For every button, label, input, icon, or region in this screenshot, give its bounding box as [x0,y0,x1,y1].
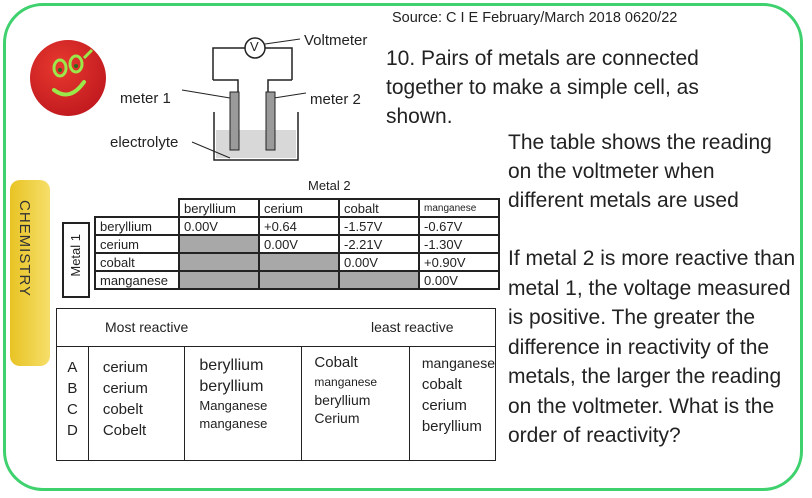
table-cell: 0.00V [339,253,419,271]
voltage-table [94,198,500,290]
meter2-label: meter 2 [310,91,361,108]
option-letter: C [66,401,78,418]
row-header-cobalt: cobalt [95,253,179,271]
metal1-text: Metal 1 [68,234,83,277]
answer-cell: cerium [102,380,148,397]
option-letter: A [67,359,78,376]
answer-column-2 [185,347,302,461]
answer-cell: Cobalt [314,354,358,371]
table-cell: +0.90V [419,253,499,271]
question-text: 10. Pairs of metals are connected together to make a simple cell, as shown. [386,47,699,128]
table-cell [179,271,259,289]
question-body: If metal 2 is more reactive than metal 1, the voltage measured is positive. The greater the difference in reactivity of the metals, the larger the reading on the voltmeter. What is the order of reactivity? [508,247,796,447]
answer-cell: cobelt [102,401,143,418]
answer-cell: cerium [102,359,148,376]
chemistry-tab [10,180,50,366]
table-description: The table shows the reading on the voltmeter when different metals are used [508,131,772,212]
metal1-label [62,222,90,298]
table-cell [339,271,419,289]
table-cell: -0.67V [419,217,499,235]
logo-icon [30,40,106,116]
row-header-manganese: manganese [95,271,179,289]
option-letter: D [66,422,78,439]
table-cell: -1.57V [339,217,419,235]
source-citation: Source: C I E February/March 2018 0620/22 [392,10,678,26]
answer-cell: Cerium [314,410,360,426]
table-cell: -2.21V [339,235,419,253]
table-cell: -1.30V [419,235,499,253]
answer-cell: Manganese [199,398,268,413]
col-header-cobalt: cobalt [339,199,419,217]
answer-cell: beryllium [421,418,482,435]
chemistry-tab-label: CHEMISTRY [16,200,33,298]
table-cell: +0.64 [259,217,339,235]
answer-cell: beryllium [199,357,264,374]
answer-cell: cerium [421,397,467,414]
most-reactive-label: Most reactive [105,319,189,335]
table-cell: 0.00V [419,271,499,289]
voltmeter-symbol: V [250,39,259,54]
table-cell: 0.00V [179,217,259,235]
col-header-manganese: manganese [419,199,499,217]
answer-column-4 [409,347,495,461]
answer-cell: beryllium [199,378,264,395]
meter1-label: meter 1 [120,90,171,107]
table-cell: 0.00V [259,235,339,253]
table-cell [259,253,339,271]
option-letter: B [67,380,78,397]
answer-column-3 [302,347,409,461]
row-header-cerium: cerium [95,235,179,253]
row-header-beryllium: beryllium [95,217,179,235]
table-cell [179,253,259,271]
electrolyte-label: electrolyte [110,134,179,151]
answer-cell: manganese [199,416,268,431]
answer-table [56,308,496,461]
col-header-beryllium: beryllium [179,199,259,217]
answer-cell: manganese [421,355,495,371]
col-header-cerium: cerium [259,199,339,217]
answer-cell: beryllium [314,392,371,408]
voltmeter-label: Voltmeter [304,32,368,49]
answer-cell: cobalt [421,376,462,393]
answer-cell: Cobelt [102,422,147,439]
table-cell [179,235,259,253]
table-cell [259,271,339,289]
answer-column-1 [88,347,185,461]
option-letters [57,347,89,461]
answer-cell: manganese [314,375,378,389]
least-reactive-label: least reactive [371,319,454,335]
metal2-label: Metal 2 [308,178,351,193]
